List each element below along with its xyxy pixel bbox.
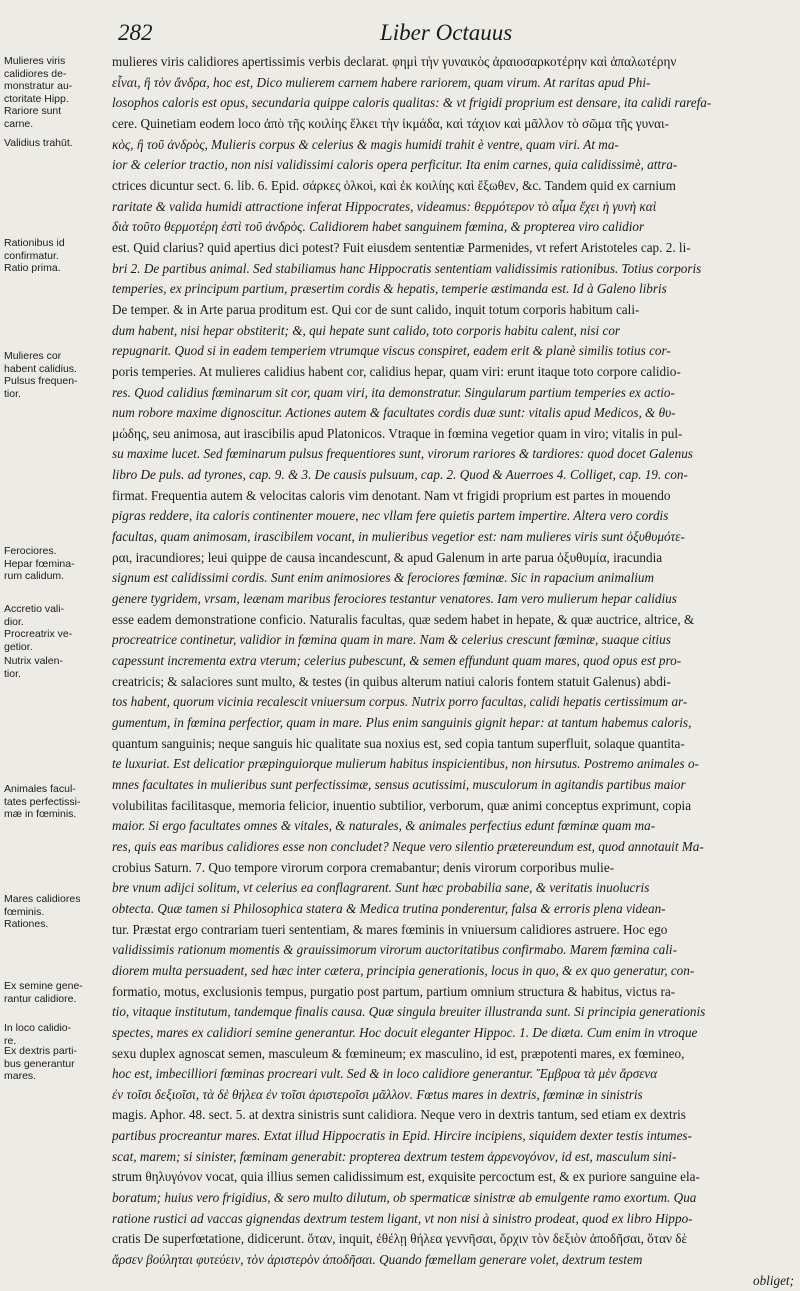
margin-note bbox=[4, 893, 112, 931]
text-line: genere tygridem, vrsam, leænam maribus ferociores testantur venatores. Iam vero mulierum hepar calidius bbox=[112, 591, 677, 607]
text-line: validissimis rationum momentis & grauissimorum virorum auctoritatibus confirmabo. Marem fœmina cali- bbox=[112, 942, 677, 958]
margin-note bbox=[4, 350, 112, 400]
text-line: quantum sanguinis; neque sanguis hic qualitate sua noxius est, sed copia tantum superfluit, solaque quantita- bbox=[112, 735, 685, 751]
margin-note bbox=[4, 783, 112, 821]
text-line: pigras reddere, ita caloris continenter mouere, nec vllam fere quietis partem impertire. Altera vero cordis bbox=[112, 508, 669, 524]
text-line: De temper. & in Arte parua proditum est. Qui cor de sunt calido, inquit totum corporis habitum cali- bbox=[112, 301, 640, 317]
text-line: ctrices dicuntur sect. 6. lib. 6. Epid. σάρκες ὁλκοὶ, καὶ ἐκ κοιλίης καὶ ἔξωθεν, &c. Tandem quid ex carnium bbox=[112, 177, 676, 193]
text-line: firmat. Frequentia autem & velocitas caloris vim denotant. Nam vt frigidi proprium est partes in mouendo bbox=[112, 487, 671, 503]
text-line: ραι, iracundiores; leui quippe de causa incandescunt, & apud Galenum in arte parua ὀξυθυμία, iracundia bbox=[112, 549, 663, 565]
text-line: tio, vitaque institutum, tandemque finalis causa. Quæ singula breuiter illustranda sunt. Si principia generationis bbox=[112, 1004, 706, 1020]
margin-note bbox=[4, 1022, 112, 1047]
text-line: facultas, quam animosam, irascibilem vocant, in mulieribus vegetior est: nam mulieres viris sunt ὀξυθυμότε- bbox=[112, 529, 685, 545]
text-line: διὰ τοῦτο θερμοτέρη ἐστὶ τοῦ ἀνδρὸς. Calidiorem habet sanguinem fœmina, & propterea viro calidior bbox=[112, 219, 645, 235]
margin-note-line: mæ in fœminis. bbox=[4, 808, 77, 820]
margin-note-line: Nutrix valen- bbox=[4, 655, 63, 667]
text-line: su maxime lucet. Sed fœminarum pulsus frequentiores sunt, virorum rariores & tardiores: quod docet Galenus bbox=[112, 446, 693, 462]
margin-note-line: Ex semine gene- bbox=[4, 980, 83, 992]
text-line: μώδης, seu animosa, aut irascibilis apud Platonicos. Vtraque in fœmina vegetior quam in viro; vitalis in pul- bbox=[112, 425, 683, 441]
margin-note-line: fœminis. bbox=[4, 905, 45, 918]
text-line: res, quis eas maribus calidiores esse non concludet? Neque vero silentio prætereundum est, quod annotauit Ma- bbox=[112, 838, 704, 854]
text-line: ior & celerior tractio, non nisi validissimi caloris opera perficitur. Ita enim carnes, quia calidissimè, attra- bbox=[112, 157, 678, 173]
margin-note-line: Rationibus id bbox=[4, 237, 65, 249]
margin-note-line: Procreatrix ve- bbox=[4, 628, 73, 640]
text-line: esse eadem demonstratione conficio. Naturalis facultas, quæ sedem habet in hepate, & quæ auctrice, altrice, & bbox=[112, 611, 695, 627]
margin-note-line: carne. bbox=[4, 117, 34, 130]
margin-note bbox=[4, 237, 112, 275]
margin-note-line: Ex dextris parti- bbox=[4, 1045, 77, 1057]
text-line: partibus procreantur mares. Extat illud Hippocratis in Epid. Hircire incipiens, siquidem dexter testis intumes- bbox=[112, 1128, 692, 1144]
text-line: cere. Quinetiam eodem loco ἀπὸ τῆς κοιλίης ἕλκει τὴν ἰκμάδα, καὶ τάχιον καὶ μᾶλλον τὸ σῶμα τῆς γυναι- bbox=[112, 115, 669, 131]
text-line: scat, marem; si sinister, fœminam generabit: propterea dextrum testem ἀρρενογόνον, id est, masculum sini- bbox=[112, 1148, 677, 1164]
text-line: ἄρσεν βούληται φυτεύειν, τὸν ἀριστερὸν ἀποδῆσαι. Quando fœmellam generare volet, dextrum testem bbox=[112, 1252, 643, 1268]
margin-note-line: tates perfectissi- bbox=[4, 795, 81, 808]
margin-note-line: ctoritate Hipp. bbox=[4, 92, 69, 105]
text-line: ratione rustici ad vaccas gignendas dextrum testem ligant, vt non nisi à sinistro prodeat, quod ex libro Hippo- bbox=[112, 1210, 693, 1226]
text-line: gumentum, in fœmina perfectior, quam in mare. Plus enim sanguinis gignit hepar: at tantum habemus caloris, bbox=[112, 715, 692, 730]
text-line: εἶναι, ἢ τὸν ἄνδρα, hoc est, Dico mulierem carnem habere rariorem, quam virum. At raritas apud Phi- bbox=[112, 74, 651, 90]
margin-note-line: getior. bbox=[4, 640, 33, 653]
main-text-block bbox=[112, 52, 794, 1291]
text-line: poris temperies. At mulieres calidius habent cor, calidius hepar, quam viri: erunt itaque toto corpore calidio- bbox=[112, 363, 681, 379]
page-number: 282 bbox=[118, 20, 153, 45]
text-line: tos habent, quorum vicinia recalescit vniuersum corpus. Nutrix porro facultas, calidi hepatis certissimum ar- bbox=[112, 694, 688, 710]
text-line: ἐν τοῖσι δεξιοῖσι, τὰ δὲ θήλεα ἐν τοῖσι ἀριστεροῖσι μᾶλλον. Fœtus mares in dextris, fœminæ in sinistris bbox=[112, 1086, 643, 1102]
margin-note-line: Hepar fœmina- bbox=[4, 557, 75, 570]
margin-note-line: mares. bbox=[4, 1070, 37, 1082]
margin-note-line: Rariore sunt bbox=[4, 105, 62, 117]
text-line: formatio, motus, exclusionis tempus, purgatio post partum, partium omnium structura & habitus, victus ra- bbox=[112, 983, 676, 999]
text-line: hoc est, imbecilliori fœminas procreari vult. Sed & in loco calidiore generantur. Ἔμβρυα τὰ μὲν ἄρσενα bbox=[112, 1066, 658, 1082]
margin-note-line: Mares calidiores bbox=[4, 893, 81, 905]
margin-note bbox=[4, 545, 112, 583]
margin-note-line: Validius trahūt. bbox=[4, 137, 73, 149]
text-line: diorem multa persuadent, sed hæc inter cætera, principia generationis, locus in quo, & ex quo generatur, con- bbox=[112, 962, 695, 978]
text-line: procreatrice continetur, validior in fœmina quam in mare. Nam & celerius crescunt fœminæ, suaque citius bbox=[112, 632, 671, 648]
margin-note-line: bus generantur bbox=[4, 1057, 75, 1070]
margin-note-line: Animales facul- bbox=[4, 783, 76, 795]
margin-note-line: In loco calidio- bbox=[4, 1022, 72, 1034]
margin-note-line: Rationes. bbox=[4, 918, 49, 930]
text-line: cratis De superfœtatione, didicerunt. ὅταν, inquit, ἐθέλῃ θήλεα γεννῆσαι, ὄρχιν τὸν δεξιὸν ἀποδῆσαι, ὅταν δὲ bbox=[112, 1231, 687, 1247]
margin-note bbox=[4, 55, 112, 130]
margin-note-line: rantur calidiore. bbox=[4, 992, 77, 1005]
margin-note-line: Mulieres viris bbox=[4, 55, 66, 67]
text-line: est. Quid clarius? quid apertius dici potest? Fuit eiusdem sententiæ Parmenides, vt refert Aristoteles cap. 2. li- bbox=[112, 239, 691, 255]
text-line: dum habent, nisi hepar obstiterit; &, qui hepate sunt calido, toto corporis habitu calent, nisi cor bbox=[112, 322, 621, 338]
margin-note-line: confirmatur. bbox=[4, 249, 59, 262]
margin-note-line: Pulsus frequen- bbox=[4, 375, 78, 387]
text-line: obliget; bbox=[752, 1272, 794, 1288]
text-line: bre vnum adijci solitum, vt celerius ea conflagrarent. Sunt hæc probabilia sane, & veritatis inuolucris bbox=[112, 880, 650, 896]
margin-note bbox=[4, 137, 112, 150]
text-line: κὸς, ἢ τοῦ ἀνδρὸς, Mulieris corpus & celerius & magis humidi trahit è ventre, quam viri. At ma- bbox=[112, 136, 619, 152]
margin-note-line: habent calidius. bbox=[4, 362, 77, 375]
margin-note-line: Ferociores. bbox=[4, 545, 57, 557]
text-line: raritate & valida humidi attractione inferat Hippocrates, videamus: θερμότερον τὸ αἷμα ἔχει ἡ γυνὴ καὶ bbox=[112, 198, 657, 214]
text-line: repugnarit. Quod si in eadem temperiem vtrumque viscus conspiret, eadem erit & planè similis totius cor- bbox=[112, 343, 671, 359]
margin-note bbox=[4, 980, 112, 1005]
margin-note-line: Accretio vali- bbox=[4, 603, 65, 615]
margin-note-line: monstratur au- bbox=[4, 80, 73, 92]
text-line: tur. Præstat ergo contrariam tueri sententiam, & mares fœminis in vniuersum calidiores astruere. Hoc ego bbox=[112, 921, 668, 937]
margin-note-line: tior. bbox=[4, 667, 21, 680]
running-title: Liber Octauus bbox=[380, 20, 513, 45]
text-line: losophos caloris est opus, secundaria quippe caloris qualitas: & vt frigidi proprium est densare, ita calidi rarefa- bbox=[112, 95, 712, 111]
text-line: crobius Saturn. 7. Quo tempore virorum corpora cremabantur; denis virorum corporibus mulie- bbox=[112, 859, 615, 875]
text-line: libro De puls. ad tyrones, cap. 9. & 3. De causis pulsuum, cap. 2. Quod & Auerroes 4. Colliget, cap. 19. con- bbox=[112, 467, 688, 483]
margin-note-line: rum calidum. bbox=[4, 570, 65, 582]
text-line: temperies, ex principum partium, præsertim cordis & hepatis, temperie æstimanda est. Id à Galeno libris bbox=[112, 281, 667, 297]
text-line: creatricis; & salaciores sunt multo, & testes (in quibus alterum natiui caloris fontem statuit Galenus) abdi- bbox=[112, 673, 671, 689]
text-line: mnes facultates in mulieribus sunt perfectissimæ, sensus acutissimi, musculorum in agitandis partibus maior bbox=[112, 776, 686, 792]
margin-note bbox=[4, 603, 112, 628]
margin-note-line: re. bbox=[4, 1034, 17, 1047]
margin-note-line: calidiores de- bbox=[4, 67, 67, 80]
text-line: mulieres viris calidiores apertissimis verbis declarat. φημὶ τὴν γυναικὸς ἀραιοσαρκοτέρην καὶ ἁπαλωτέρην bbox=[112, 54, 677, 69]
text-line: signum est calidissimi cordis. Sunt enim animosiores & ferociores fœminæ. Sic in rapacium animalium bbox=[112, 570, 655, 586]
text-line: bri 2. De partibus animal. Sed stabiliamus hanc Hippocratis sententiam validissimis rationibus. Totius corporis bbox=[112, 260, 702, 276]
text-line: volubilitas facilitasque, memoria felicior, inuentio subtilior, verborum, quæ animi conceptus exprimunt, copia bbox=[112, 797, 692, 813]
text-line: num robore maxime dignoscitur. Actiones autem & facultates cordis duæ sunt: vitalis apud Medicos, & θυ- bbox=[112, 405, 676, 421]
margin-note-line: Ratio prima. bbox=[4, 262, 61, 274]
text-line: boratum; huius vero frigidius, & sero multo dilutum, ob spermaticæ sinistræ ab emulgente ramo exortum. Qua bbox=[112, 1190, 697, 1206]
text-line: sexu duplex agnoscat semen, masculeum & fœmineum; ex masculino, id est, præpotenti mares, ex fœmineo, bbox=[112, 1045, 685, 1061]
margin-note-line: tior. bbox=[4, 387, 21, 400]
margin-note bbox=[4, 1045, 112, 1083]
text-line: magis. Aphor. 48. sect. 5. at dextra sinistris sunt calidiora. Neque vero in dextris tantum, sed etiam ex dextris bbox=[112, 1107, 686, 1123]
text-line: te luxuriat. Est delicatior præpinguiorque mulierum habitus inspicientibus, non hirsutus. Postremo animales o- bbox=[112, 756, 699, 772]
text-line: spectes, mares ex calidiori semine generantur. Hoc docuit eleganter Hippoc. 1. De diæta. Cum enim in vtroque bbox=[112, 1024, 698, 1040]
text-line: obtecta. Quæ tamen si Philosophica statera & Medica trutina ponderentur, falsa & erroris plena videan- bbox=[112, 900, 666, 916]
margin-note bbox=[4, 655, 112, 680]
text-line: res. Quod calidius fœminarum sit cor, quam viri, ita demonstratur. Singularum partium temperies ex actio- bbox=[112, 384, 675, 400]
margin-note-line: Mulieres cor bbox=[4, 350, 62, 362]
text-line: capessunt incrementa extra vterum; celerius pubescunt, & semen effundunt quam mares, quod opus est pro- bbox=[112, 653, 682, 669]
margin-note-line: dior. bbox=[4, 615, 24, 628]
text-line: strum θηλυγόνον vocat, quia illius semen calidissimum est, exquisite percoctum est, & ex puriore sanguine ela- bbox=[112, 1169, 700, 1185]
page-header bbox=[0, 20, 800, 54]
margin-note bbox=[4, 628, 112, 653]
text-line: maior. Si ergo facultates omnes & vitales, & naturales, & animales perfectius edunt fœminæ quam ma- bbox=[112, 818, 656, 834]
